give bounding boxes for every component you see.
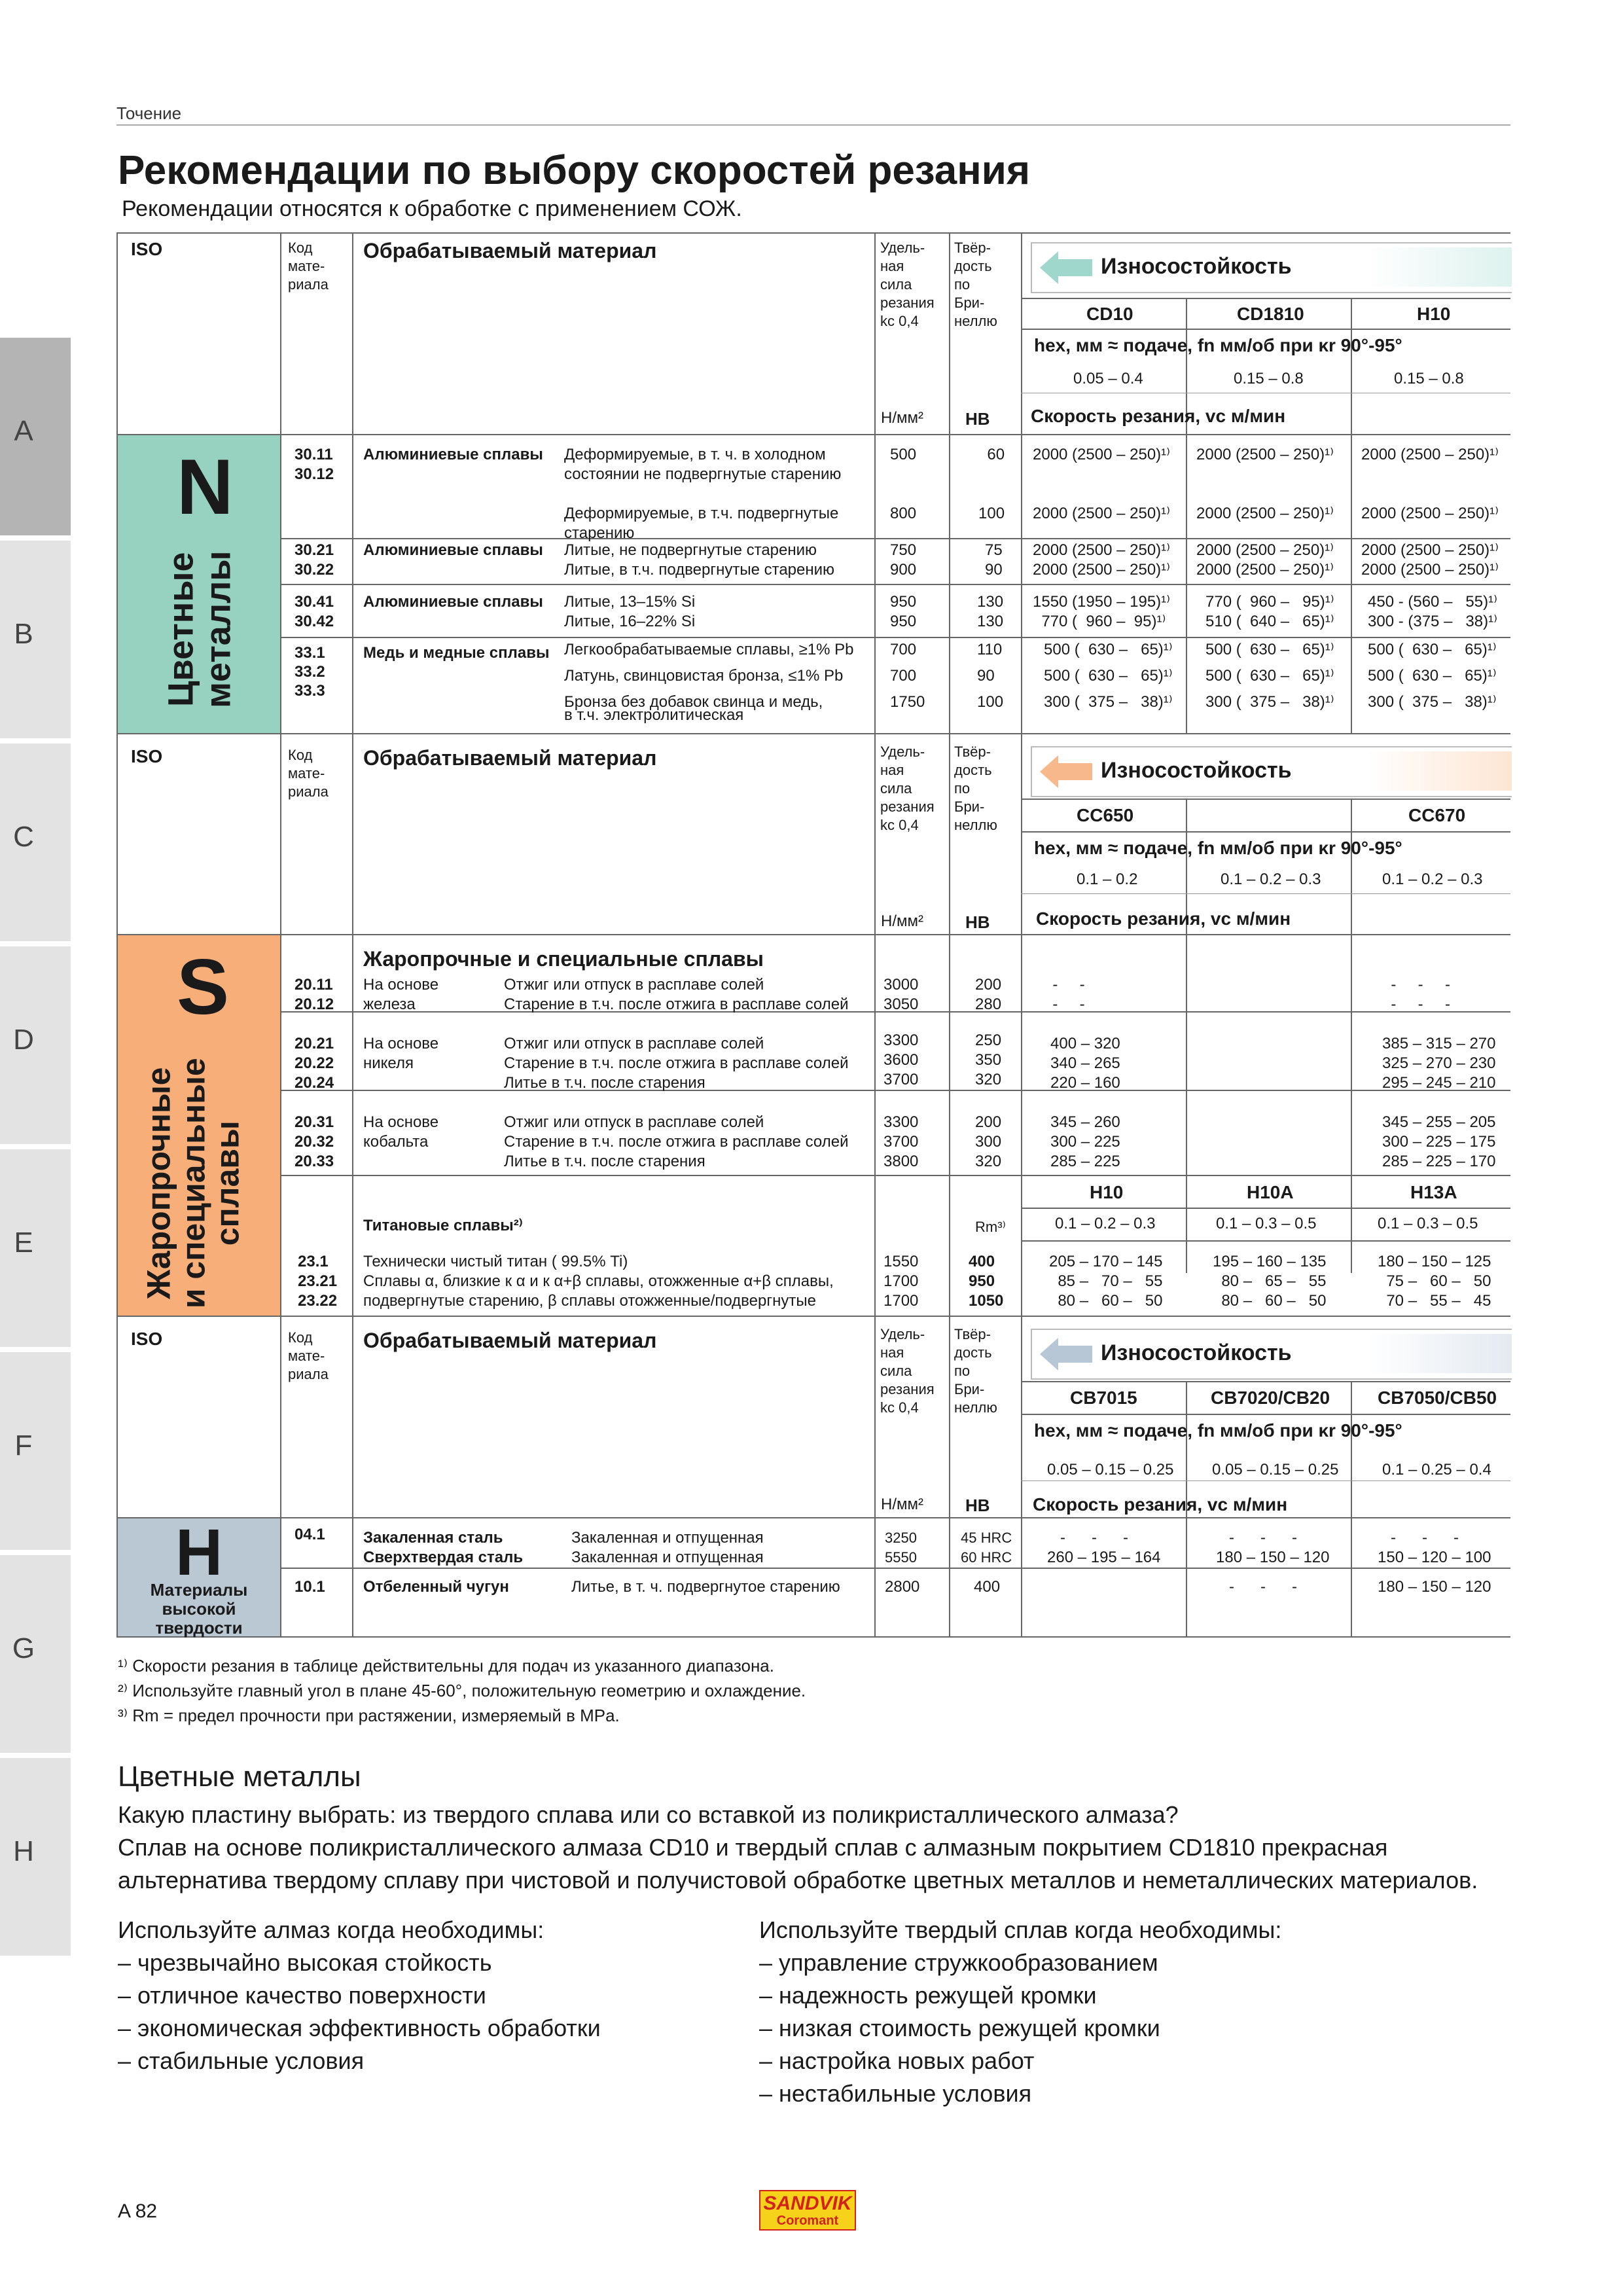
feed-range: 0.05 – 0.15 – 0.25 xyxy=(1212,1461,1339,1479)
grid-line xyxy=(1021,329,1510,330)
material-code: 20.11 20.12 xyxy=(294,976,334,1013)
speed-value: 2000 (2500 – 250)¹⁾ 2000 (2500 – 250)¹⁾ xyxy=(1361,446,1499,522)
hardness-header: Твёр- дость по Бри- неллю xyxy=(954,1326,997,1416)
footnote: ³⁾ Rm = предел прочности при растяжении, измеряемый в MPa. xyxy=(118,1706,620,1725)
list-item: – надежность режущей кромки xyxy=(759,1982,1097,2009)
code-header: Код мате- риала xyxy=(288,747,329,800)
kc-value: 3300 3600 3700 xyxy=(883,1031,919,1088)
hb-value: 45 HRC 60 HRC xyxy=(961,1530,1012,1566)
material-header: Обрабатываемый материал xyxy=(363,239,657,262)
material-code: 20.31 20.32 20.33 xyxy=(294,1113,334,1170)
force-header: Удель- ная сила резания kc 0,4 xyxy=(880,1326,935,1416)
material-code: 20.21 20.22 20.24 xyxy=(294,1035,334,1092)
list-item: – чрезвычайно высокая стойкость xyxy=(118,1949,492,1976)
hb-value: 60 100 xyxy=(978,446,1005,522)
material-group: На основе никеля xyxy=(363,1035,439,1072)
material-desc: Литые, не подвергнутые старению Литые, в т.ч. подвергнутые старению xyxy=(564,541,835,579)
arrow-left-icon xyxy=(1040,251,1092,284)
material-code: 04.1 xyxy=(294,1526,325,1543)
grid-line xyxy=(1021,1414,1510,1415)
speed-value: 385 – 315 – 270 325 – 270 – 230 295 – 245 – 210 xyxy=(1382,1035,1496,1092)
kc-value: 1550 1700 1700 xyxy=(883,1253,919,1310)
iso-group-h xyxy=(118,1518,280,1636)
grid-line xyxy=(1021,1381,1510,1382)
code-header: Код мате- риала xyxy=(288,240,329,293)
force-unit: Н/мм² xyxy=(881,409,923,427)
list-item: – экономическая эффективность обработки xyxy=(118,2015,601,2041)
material-group: Закаленная сталь Сверхтвердая сталь xyxy=(363,1529,524,1566)
feed-range: 0.1 – 0.2 – 0.3 xyxy=(1382,870,1483,888)
feed-label: hex, мм ≈ подаче, fn мм/об при κr 90°-95° xyxy=(1034,335,1402,355)
material-code: 30.11 30.12 xyxy=(294,446,334,483)
side-tab-g[interactable]: G xyxy=(0,1555,71,1755)
wear-label: Износостойкость xyxy=(1101,254,1292,279)
force-unit: Н/мм² xyxy=(881,1496,923,1513)
iso-letter: S xyxy=(177,943,230,1031)
material-desc: Литые, 13–15% Si Литые, 16–22% Si xyxy=(564,593,696,630)
speed-value: 345 – 255 – 205 300 – 225 – 175 285 – 225 – 170 xyxy=(1382,1113,1496,1170)
kc-value: 3250 5550 xyxy=(885,1530,917,1566)
material-group: Алюминиевые сплавы xyxy=(363,446,543,463)
speed-value: 1550 (1950 – 195)¹⁾ 770 ( 960 – 95)¹⁾ xyxy=(1033,593,1171,630)
feed-range: 0.15 – 0.8 xyxy=(1394,370,1464,387)
material-group: На основе кобальта xyxy=(363,1113,439,1151)
material-desc: Литье, в т. ч. подвергнутое старению xyxy=(571,1578,840,1596)
rm-label: Rm³⁾ xyxy=(975,1219,1006,1235)
speed-value: 500 ( 630 – 65)¹⁾ 500 ( 630 – 65)¹⁾ 300 ( 375 – 38)¹⁾ xyxy=(1044,641,1173,711)
grid-line xyxy=(1021,798,1510,800)
speed-value: - - - 150 – 120 – 100 xyxy=(1378,1529,1491,1566)
feed-range: 0.05 – 0.15 – 0.25 xyxy=(1047,1461,1174,1479)
speed-value: - - - 260 – 195 – 164 xyxy=(1047,1529,1161,1566)
iso-header: ISO xyxy=(131,746,163,766)
hardness-unit: НВ xyxy=(965,409,990,429)
speed-value: 500 ( 630 – 65)¹⁾ 500 ( 630 – 65)¹⁾ 300 ( 375 – 38)¹⁾ xyxy=(1368,641,1497,711)
iso-header: ISO xyxy=(131,1329,163,1349)
grade-cb7020: CB7020/CB20 xyxy=(1211,1388,1330,1408)
kc-value: 3000 3050 xyxy=(883,976,919,1013)
speed-label: Скорость резания, vc м/мин xyxy=(1033,1494,1288,1515)
material-code: 23.1 23.21 23.22 xyxy=(298,1253,338,1310)
grid-line xyxy=(1021,1480,1510,1481)
speed-value: 2000 (2500 – 250)¹⁾ 2000 (2500 – 250)¹⁾ xyxy=(1196,541,1334,579)
material-header: Обрабатываемый материал xyxy=(363,1329,657,1352)
hb-value: 110 90 100 xyxy=(977,641,1004,711)
feed-range: 0.1 – 0.2 – 0.3 xyxy=(1221,870,1321,888)
hardness-unit: НВ xyxy=(965,1496,990,1515)
speed-value: 180 – 150 – 120 xyxy=(1378,1578,1491,1596)
iso-group-s xyxy=(118,935,280,1316)
grid-line xyxy=(1351,798,1352,1273)
grid-line xyxy=(116,434,1510,435)
material-desc: Легкообрабатываемые сплавы, ≥1% Pb Латунь, свинцовистая бронза, ≤1% Pb Бронза без добавок свинца и медь, в т.ч. электролитическая xyxy=(564,641,854,724)
speed-value: 450 - (560 – 55)¹⁾ 300 - (375 – 38)¹⁾ xyxy=(1368,593,1497,630)
grade-h10: H10 xyxy=(1090,1182,1124,1202)
list-item: – настройка новых работ xyxy=(759,2047,1035,2074)
list-item: – отличное качество поверхности xyxy=(118,1982,486,2009)
speed-value: 2000 (2500 – 250)¹⁾ 2000 (2500 – 250)¹⁾ xyxy=(1361,541,1499,579)
grid-line xyxy=(116,733,1510,734)
hardness-unit: НВ xyxy=(965,912,990,932)
hb-value: 250 350 320 xyxy=(975,1031,1002,1088)
speed-value: 400 – 320 340 – 265 220 – 160 xyxy=(1050,1035,1120,1092)
speed-value: 2000 (2500 – 250)¹⁾ 2000 (2500 – 250)¹⁾ xyxy=(1196,446,1334,522)
kc-value: 3300 3700 3800 xyxy=(883,1113,919,1170)
grade-h13a: H13A xyxy=(1410,1182,1457,1202)
kc-value: 950 950 xyxy=(890,593,917,630)
material-desc: Деформируемые, в т. ч. в холодном состоянии не подвергнутые старению Деформируемые, в т.ч. подвергнутые старению xyxy=(564,446,842,542)
material-code: 30.21 30.22 xyxy=(294,541,334,579)
hb-value: 400 xyxy=(974,1578,1001,1596)
speed-value: 195 – 160 – 135 80 – 65 – 55 80 – 60 – 50 xyxy=(1213,1253,1327,1310)
titanium-title: Титановые сплавы²⁾ xyxy=(363,1217,523,1234)
grade-h10a: H10A xyxy=(1247,1182,1294,1202)
grid-line xyxy=(280,1175,1510,1176)
grade-cc670: CC670 xyxy=(1408,805,1466,825)
wear-resistance-bar xyxy=(1031,242,1512,293)
feed-range: 0.1 – 0.2 xyxy=(1077,870,1138,888)
iso-group-name: Жаропрочные и специальные сплавы xyxy=(140,1058,246,1309)
diamond-list-title: Используйте алмаз когда необходимы: xyxy=(118,1916,544,1943)
grade-cd1810: CD1810 xyxy=(1237,304,1304,324)
logo-subtext: Coromant xyxy=(776,2214,839,2228)
section-paragraph: Какую пластину выбрать: из твердого сплава или со вставкой из поликристаллического алмаза? Сплав на основе поликристаллического алмаза CD10 и твердый сплав с алмазным покрытием CD1810 прекрасная альтернатива твердому сплаву при чистовой и получистовой обработке цветных металлов и неметаллических материалов. xyxy=(118,1801,1478,1893)
header-rule xyxy=(116,124,1510,126)
wear-resistance-bar xyxy=(1031,746,1512,797)
kc-value: 700 700 1750 xyxy=(890,641,925,711)
grid-line xyxy=(280,538,1510,539)
grid-line xyxy=(1351,298,1352,733)
code-header: Код мате- риала xyxy=(288,1329,329,1382)
material-desc: Закаленная и отпущенная Закаленная и отпущенная xyxy=(571,1529,764,1566)
material-group: Алюминиевые сплавы xyxy=(363,593,543,611)
grid-line xyxy=(280,1090,1510,1091)
speed-value: 205 – 170 – 145 85 – 70 – 55 80 – 60 – 50 xyxy=(1049,1253,1163,1310)
speed-value: - - - xyxy=(1216,1578,1297,1596)
grid-line xyxy=(116,232,1510,234)
speed-label: Скорость резания, vc м/мин xyxy=(1031,406,1286,426)
hb-value: 400 950 1050 xyxy=(969,1253,1004,1310)
side-tab-b[interactable]: B xyxy=(0,541,71,741)
list-item: – низкая стоимость режущей кромки xyxy=(759,2015,1160,2041)
feed-range: 0.1 – 0.3 – 0.5 xyxy=(1216,1215,1317,1232)
feed-label: hex, мм ≈ подаче, fn мм/об при κr 90°-95° xyxy=(1034,838,1402,858)
material-group: Отбеленный чугун xyxy=(363,1578,509,1596)
material-code: 10.1 xyxy=(294,1578,325,1596)
section-label: Точение xyxy=(116,103,182,123)
sandvik-logo xyxy=(759,2190,856,2231)
material-code: 33.1 33.2 33.3 xyxy=(294,644,325,700)
grid-line xyxy=(1021,831,1510,833)
material-desc: Отжиг или отпуск в расплаве солей Старение в т.ч. после отжига в расплаве солей xyxy=(504,976,849,1013)
speed-value: 770 ( 960 – 95)¹⁾ 510 ( 640 – 65)¹⁾ xyxy=(1205,593,1334,630)
feed-range: 0.15 – 0.8 xyxy=(1234,370,1304,387)
grid-line xyxy=(116,1316,1510,1317)
grid-line xyxy=(1021,1240,1510,1242)
speed-value: - - - 180 – 150 – 120 xyxy=(1216,1529,1330,1566)
grid-line xyxy=(116,1636,1510,1638)
side-tab-f[interactable]: F xyxy=(0,1352,71,1552)
side-tab-e[interactable]: E xyxy=(0,1149,71,1350)
material-group: Медь и медные сплавы xyxy=(363,644,550,662)
speed-value: 2000 (2500 – 250)¹⁾ 2000 (2500 – 250)¹⁾ xyxy=(1033,446,1171,522)
logo-text: SANDVIK xyxy=(763,2193,852,2214)
material-group: Алюминиевые сплавы xyxy=(363,541,543,559)
speed-value: 180 – 150 – 125 75 – 60 – 50 70 – 55 – 45 xyxy=(1378,1253,1491,1310)
iso-group-n xyxy=(118,435,280,733)
wear-resistance-bar xyxy=(1031,1329,1512,1380)
grade-cb7050: CB7050/CB50 xyxy=(1378,1388,1497,1408)
material-desc: Отжиг или отпуск в расплаве солей Старение в т.ч. после отжига в расплаве солей Литье в т.ч. после старения xyxy=(504,1035,849,1092)
grid-line xyxy=(1021,1208,1510,1209)
side-tab-d[interactable]: D xyxy=(0,946,71,1147)
speed-label: Скорость резания, vc м/мин xyxy=(1036,908,1291,929)
feed-range: 0.1 – 0.2 – 0.3 xyxy=(1055,1215,1156,1232)
list-item: – управление стружкообразованием xyxy=(759,1949,1158,1976)
side-tab-c[interactable]: C xyxy=(0,744,71,944)
force-header: Удель- ная сила резания kc 0,4 xyxy=(880,744,935,833)
side-tab-a[interactable]: A xyxy=(0,338,71,538)
grid-line xyxy=(280,584,1510,585)
list-item: – стабильные условия xyxy=(118,2047,365,2074)
hardness-header: Твёр- дость по Бри- неллю xyxy=(954,744,997,833)
grid-line xyxy=(1186,798,1187,1273)
wear-label: Износостойкость xyxy=(1101,1340,1292,1365)
feed-range: 0.1 – 0.25 – 0.4 xyxy=(1382,1461,1491,1479)
material-code: 30.41 30.42 xyxy=(294,593,334,630)
material-group: На основе железа xyxy=(363,976,439,1013)
force-header: Удель- ная сила резания kc 0,4 xyxy=(880,240,935,329)
side-tab-h[interactable]: H xyxy=(0,1758,71,1958)
grid-line xyxy=(1021,893,1510,894)
speed-value: - - - - - - xyxy=(1391,976,1450,1013)
iso-group-name: Цветные металлы xyxy=(161,550,238,708)
arrow-left-icon xyxy=(1040,755,1092,788)
grade-cd10: CD10 xyxy=(1086,304,1133,324)
material-desc: Отжиг или отпуск в расплаве солей Старение в т.ч. после отжига в расплаве солей Литье в т.ч. после старения xyxy=(504,1113,849,1170)
grade-cc650: CC650 xyxy=(1077,805,1134,825)
grid-line xyxy=(1021,298,1510,299)
hardness-header: Твёр- дость по Бри- неллю xyxy=(954,240,997,329)
list-item: – нестабильные условия xyxy=(759,2080,1032,2107)
footnote: ¹⁾ Скорости резания в таблице действительны для подач из указанного диапазона. xyxy=(118,1656,774,1676)
grid-line xyxy=(1186,298,1187,733)
hb-value: 200 280 xyxy=(975,976,1002,1013)
iso-header: ISO xyxy=(131,239,163,259)
page-subtitle: Рекомендации относятся к обработке с применением СОЖ. xyxy=(122,196,742,221)
material-desc: Технически чистый титан ( 99.5% Ti) Сплавы α, близкие к α и к α+β сплавы, отожженные α+β сплавы, подвергнутые старению, β сплавы отожженные/подвергнутые xyxy=(363,1253,834,1310)
footnote: ²⁾ Используйте главный угол в плане 45-60°, положительную геометрию и охлаждение. xyxy=(118,1681,806,1700)
grid-line xyxy=(1351,1381,1352,1636)
section-title: Жаропрочные и специальные сплавы xyxy=(363,947,764,971)
grade-cb7015: CB7015 xyxy=(1070,1388,1137,1408)
grid-line xyxy=(280,637,1510,638)
kc-value: 500 800 xyxy=(890,446,917,522)
carbide-list-title: Используйте твердый сплав когда необходимы: xyxy=(759,1916,1282,1943)
page-title: Рекомендации по выбору скоростей резания xyxy=(118,148,1031,193)
hb-value: 75 90 xyxy=(985,541,1003,579)
speed-value: 500 ( 630 – 65)¹⁾ 500 ( 630 – 65)¹⁾ 300 ( 375 – 38)¹⁾ xyxy=(1205,641,1334,711)
speed-value: 2000 (2500 – 250)¹⁾ 2000 (2500 – 250)¹⁾ xyxy=(1033,541,1171,579)
speed-value: 345 – 260 300 – 225 285 – 225 xyxy=(1050,1113,1120,1170)
grid-line xyxy=(280,1568,1510,1569)
kc-value: 750 900 xyxy=(890,541,917,579)
hb-value: 200 300 320 xyxy=(975,1113,1002,1170)
hb-value: 130 130 xyxy=(977,593,1004,630)
speed-value: - - - - xyxy=(1052,976,1085,1013)
kc-value: 2800 xyxy=(885,1578,920,1596)
iso-letter: N xyxy=(177,443,234,531)
page-number: A 82 xyxy=(118,2200,158,2222)
feed-range: 0.05 – 0.4 xyxy=(1073,370,1143,387)
arrow-left-icon xyxy=(1040,1338,1092,1371)
grid-line xyxy=(116,1517,1510,1518)
feed-range: 0.1 – 0.3 – 0.5 xyxy=(1378,1215,1478,1232)
section-heading: Цветные металлы xyxy=(118,1761,361,1793)
force-unit: Н/мм² xyxy=(881,912,923,930)
iso-group-name: Материалы высокой твердости xyxy=(150,1580,248,1638)
feed-label: hex, мм ≈ подаче, fn мм/об при κr 90°-95° xyxy=(1034,1420,1402,1441)
wear-label: Износостойкость xyxy=(1101,758,1292,783)
grid-line xyxy=(116,934,1510,935)
iso-letter: H xyxy=(175,1516,223,1589)
material-header: Обрабатываемый материал xyxy=(363,746,657,770)
grade-h10: H10 xyxy=(1417,304,1451,324)
